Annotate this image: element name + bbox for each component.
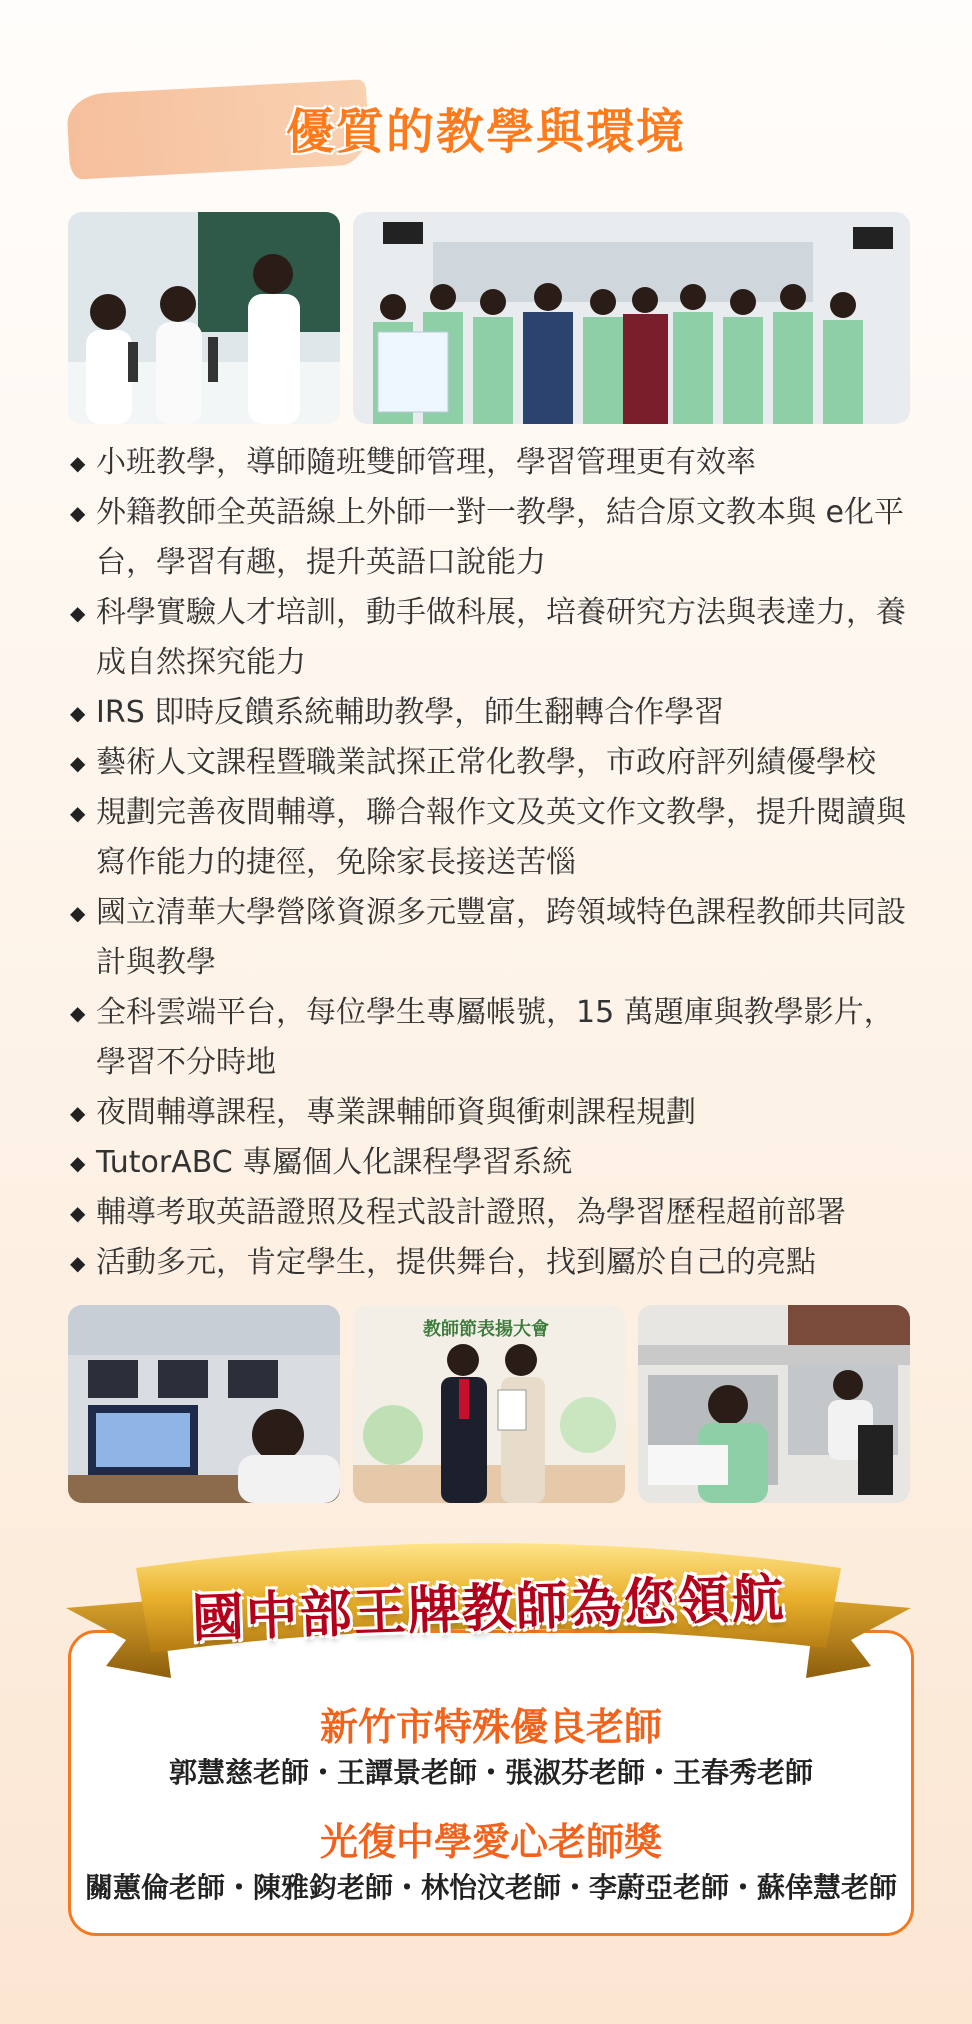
- poster-banner-text: 教師節表揚大會: [423, 1319, 549, 1340]
- list-item: ◆ 規劃完善夜間輔導，聯合報作文及英文作文教學，提升閱讀與寫作能力的捷徑，免除家長接送苦惱: [70, 788, 920, 888]
- gold-ribbon-banner: [66, 1528, 911, 1678]
- diamond-bullet-icon: ◆: [70, 1101, 86, 1125]
- page-title: 優質的教學與環境: [285, 104, 686, 160]
- study-room-photo: [638, 1305, 910, 1503]
- diamond-bullet-icon: ◆: [70, 701, 86, 725]
- diamond-bullet-icon: ◆: [70, 1001, 86, 1025]
- banner-title: 國中部王牌教師為您領航: [190, 1568, 787, 1650]
- diamond-bullet-icon: ◆: [70, 451, 86, 475]
- title-area: [60, 75, 912, 185]
- list-item: ◆ IRS 即時反饋系統輔助教學，師生翻轉合作學習: [70, 688, 920, 738]
- award-names: 關蕙倫老師・陳雅鈞老師・林怡汶老師・李蔚亞老師・蘇倖慧老師: [84, 1871, 897, 1904]
- diamond-bullet-icon: ◆: [70, 1251, 86, 1275]
- diamond-bullet-icon: ◆: [70, 801, 86, 825]
- diamond-bullet-icon: ◆: [70, 751, 86, 775]
- diamond-bullet-icon: ◆: [70, 901, 86, 925]
- award-title: 新竹市特殊優良老師: [319, 1705, 662, 1749]
- list-item: ◆ 活動多元，肯定學生，提供舞台，找到屬於自己的亮點: [70, 1238, 920, 1288]
- award-title: 光復中學愛心老師獎: [319, 1820, 662, 1864]
- diamond-bullet-icon: ◆: [70, 601, 86, 625]
- list-item: ◆ 藝術人文課程暨職業試探正常化教學，市政府評列績優學校: [70, 738, 920, 788]
- teachers-day-award-photo: [353, 1305, 625, 1503]
- list-item: ◆ 小班教學，導師隨班雙師管理，學習管理更有效率: [70, 438, 920, 488]
- computer-lab-photo: [68, 1305, 340, 1503]
- list-item: ◆ TutorABC 專屬個人化課程學習系統: [70, 1138, 920, 1188]
- list-item: ◆ 國立清華大學營隊資源多元豐富，跨領域特色課程教師共同設計與教學: [70, 888, 920, 988]
- diamond-bullet-icon: ◆: [70, 1151, 86, 1175]
- lab-students-photo: [68, 212, 340, 424]
- diamond-bullet-icon: ◆: [70, 1201, 86, 1225]
- diamond-bullet-icon: ◆: [70, 501, 86, 525]
- list-item: ◆ 外籍教師全英語線上外師一對一教學，結合原文教本與 e化平台，學習有趣，提升英語口說能力: [70, 488, 920, 588]
- list-item: ◆ 輔導考取英語證照及程式設計證照，為學習歷程超前部署: [70, 1188, 920, 1238]
- list-item: ◆ 夜間輔導課程，專業課輔師資與衝刺課程規劃: [70, 1088, 920, 1138]
- feature-list: [70, 438, 920, 1288]
- award-names: 郭慧慈老師・王譚景老師・張淑芬老師・王春秀老師: [168, 1756, 813, 1789]
- list-item: ◆ 全科雲端平台，每位學生專屬帳號，15 萬題庫與教學影片，學習不分時地: [70, 988, 920, 1088]
- class-group-photo: [353, 212, 910, 424]
- list-item: ◆ 科學實驗人才培訓，動手做科展，培養研究方法與表達力，養成自然探究能力: [70, 588, 920, 688]
